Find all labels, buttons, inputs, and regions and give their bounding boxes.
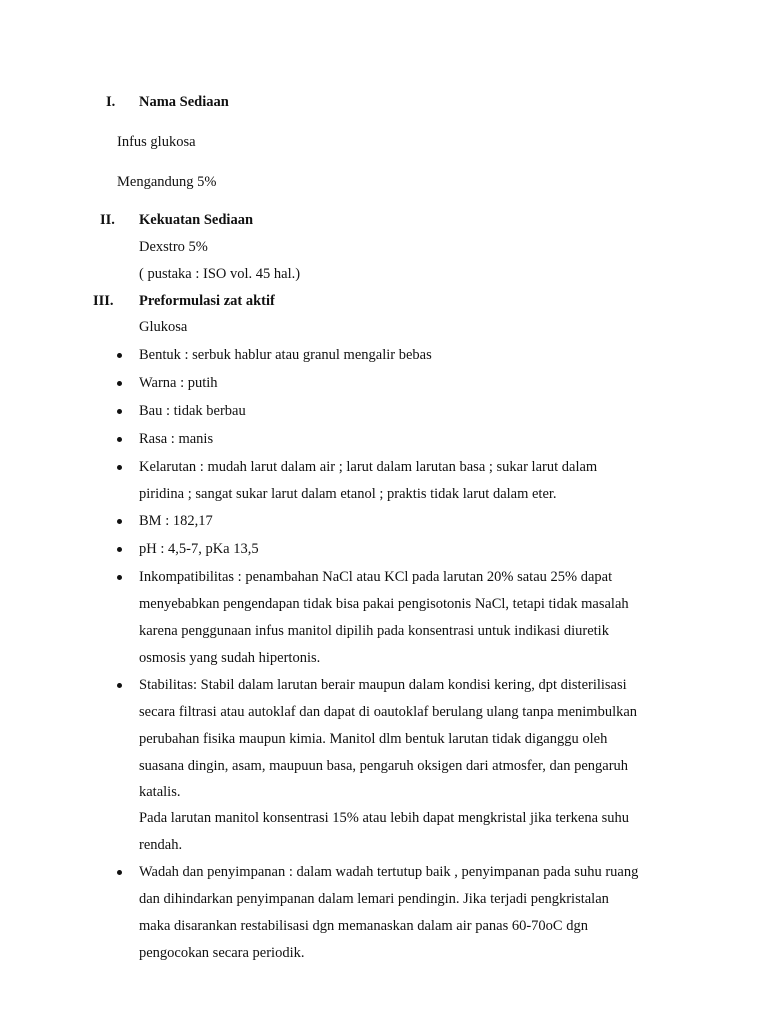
bullet-dot [117,353,122,358]
bullet-1-line-1: Bentuk : serbuk hablur atau granul mengalir bebas [139,347,432,363]
bullet-3-line-1: Bau : tidak berbau [139,403,246,419]
section-2-line-1: Dexstro 5% [139,239,208,255]
bullet-dot [117,575,122,580]
bullet-dot [117,870,122,875]
bullet-8-line-3: karena penggunaan infus manitol dipilih pada konsentrasi untuk indikasi diuretik [139,623,609,639]
section-2-numeral: II. [100,212,115,228]
bullet-5-line-2: piridina ; sangat sukar larut dalam etanol ; praktis tidak larut dalam eter. [139,486,557,502]
bullet-6-line-1: BM : 182,17 [139,513,213,529]
bullet-9-line-5: katalis. [139,784,181,800]
bullet-dot [117,547,122,552]
bullet-4-line-1: Rasa : manis [139,431,214,447]
bullet-5-line-1: Kelarutan : mudah larut dalam air ; larut dalam larutan basa ; sukar larut dalam [139,459,598,475]
bullet-9-line-6: Pada larutan manitol konsentrasi 15% atau lebih dapat mengkristal jika terkena suhu [139,810,630,826]
section-1-line-1: Infus glukosa [117,134,196,150]
bullet-dot [117,465,122,470]
section-2-heading: Kekuatan Sediaan [139,212,254,228]
bullet-8-line-1: Inkompatibilitas : penambahan NaCl atau KCl pada larutan 20% satau 25% dapat [139,569,613,585]
bullet-7-line-1: pH : 4,5-7, pKa 13,5 [139,541,259,557]
bullet-dot [117,519,122,524]
bullet-8-line-2: menyebabkan pengendapan tidak bisa pakai pengisotonis NaCl, tetapi tidak masalah [139,596,629,612]
bullet-dot [117,409,122,414]
bullet-8-line-4: osmosis yang sudah hipertonis. [139,650,321,666]
bullet-9-line-3: perubahan fisika maupun kimia. Manitol dlm bentuk larutan tidak diganggu oleh [139,731,608,747]
bullet-9-line-4: suasana dingin, asam, maupuun basa, pengaruh oksigen dari atmosfer, dan pengaruh [139,758,629,774]
bullet-dot [117,381,122,386]
section-2-line-2: ( pustaka : ISO vol. 45 hal.) [139,266,301,282]
bullet-10-line-1: Wadah dan penyimpanan : dalam wadah tertutup baik , penyimpanan pada suhu ruang [139,864,639,880]
bullet-2-line-1: Warna : putih [139,375,218,391]
bullet-10-line-4: pengocokan secara periodik. [139,945,305,961]
bullet-9-line-7: rendah. [139,837,183,853]
bullet-9-line-2: secara filtrasi atau autoklaf dan dapat di oautoklaf berulang ulang tanpa menimbulkan [139,704,638,720]
section-1-numeral: I. [106,94,116,110]
section-1-heading: Nama Sediaan [139,94,229,110]
bullet-dot [117,437,122,442]
section-1-line-2: Mengandung 5% [117,174,217,190]
bullet-10-line-2: dan dihindarkan penyimpanan dalam lemari pendingin. Jika terjadi pengkristalan [139,891,609,907]
section-3-numeral: III. [93,293,114,309]
bullet-dot [117,683,122,688]
section-3-subheading: Glukosa [139,319,188,335]
bullet-9-line-1: Stabilitas: Stabil dalam larutan berair maupun dalam kondisi kering, dpt disterilisasi [139,677,627,693]
section-3-heading: Preformulasi zat aktif [139,293,275,309]
bullet-10-line-3: maka disarankan restabilisasi dgn memanaskan dalam air panas 60-70oC dgn [139,918,588,934]
